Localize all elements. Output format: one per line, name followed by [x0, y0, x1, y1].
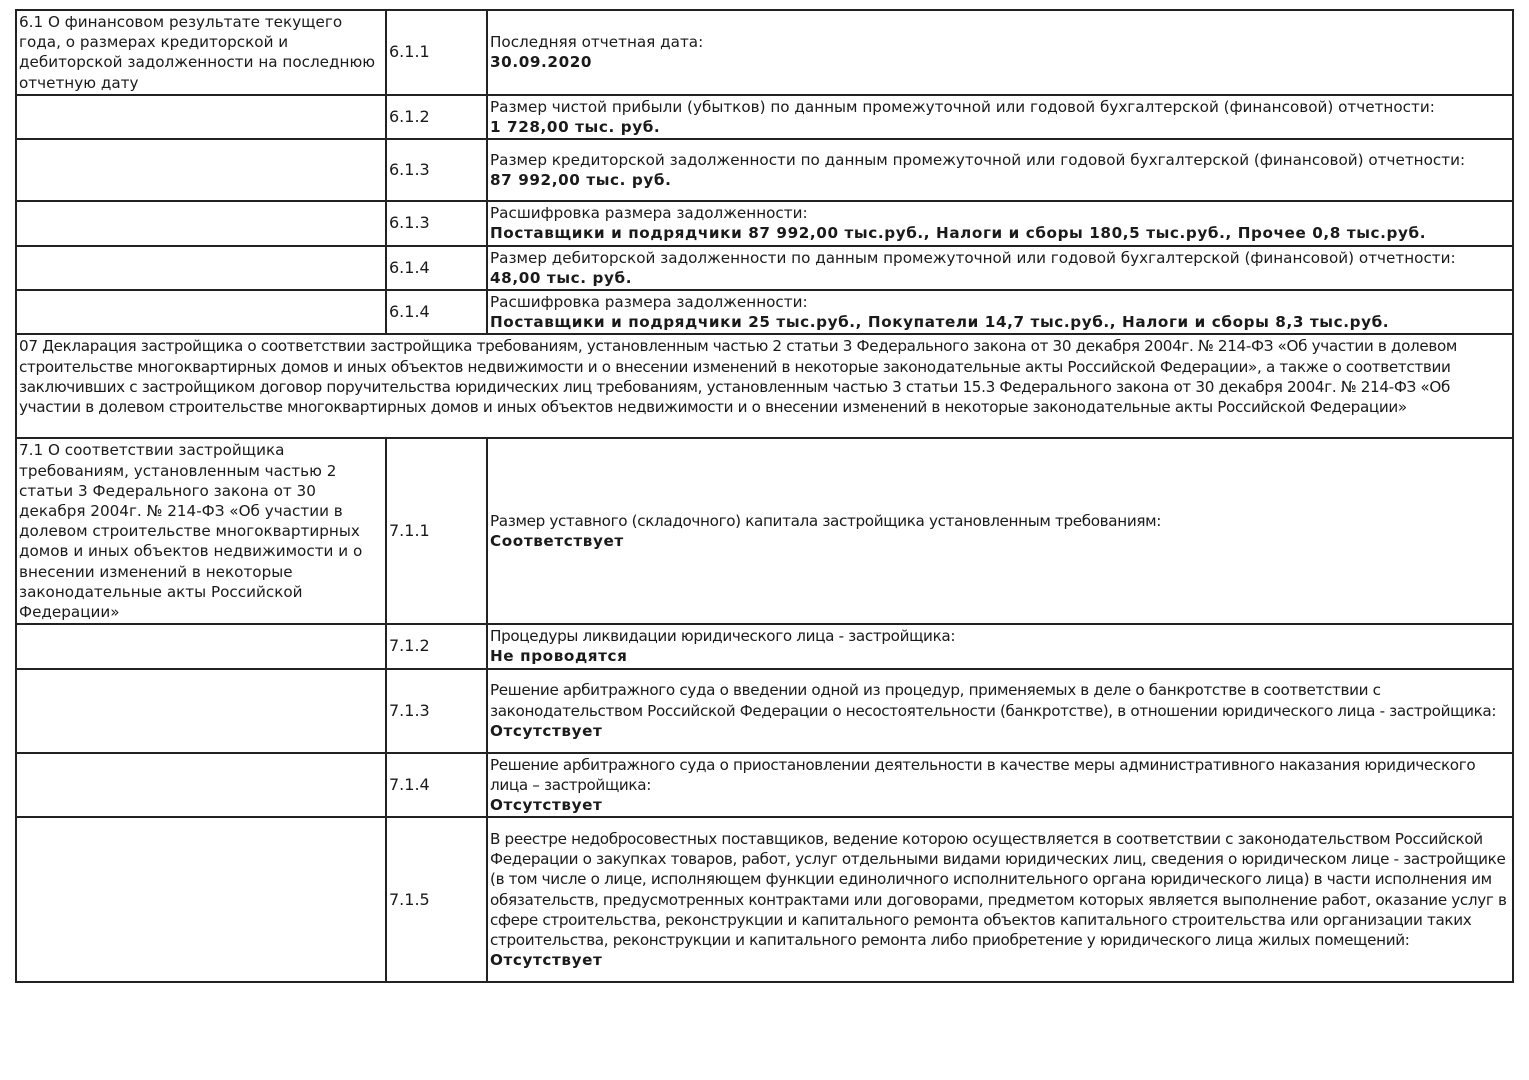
item-label: Процедуры ликвидации юридического лица - застройщика:	[490, 627, 956, 646]
item-label: Последняя отчетная дата:	[490, 33, 704, 52]
item-value: 30.09.2020	[490, 53, 593, 72]
item-code: 6.1.4	[386, 246, 487, 290]
table-row	[16, 438, 1513, 624]
declaration-heading: 07 Декларация застройщика о соответствии застройщика требованиям, установленным частью 2 статьи 3 Федерального закона от 30 декабря 2004г. № 214-ФЗ «Об участии в долевом строительстве многоквартирных домов и иных объектов недвижимости и о внесении изменений в некоторые законодательные акты Российской Федерации», а также о соответствии заключивших с застройщиком договор поручительства юридических лиц требованиям, установленным частью 3 статьи 15.3 Федерального закона от 30 декабря 2004г. № 214-ФЗ «Об участии в долевом строительстве многоквартирных домов и иных объектов недвижимости и о внесении изменений в некоторые законодательные акты Российской Федерации»	[16, 334, 1513, 438]
table-row	[16, 817, 1513, 982]
item-content	[487, 95, 1513, 139]
item-value: 1 728,00 тыс. руб.	[490, 118, 661, 137]
item-label: Размер чистой прибыли (убытков) по данным промежуточной или годовой бухгалтерской (финансовой) отчетности:	[490, 97, 1435, 116]
table-row	[16, 624, 1513, 668]
item-code: 6.1.3	[386, 139, 487, 201]
table-row	[16, 201, 1513, 245]
item-label: Размер кредиторской задолженности по данным промежуточной или годовой бухгалтерской (финансовой) отчетности:	[490, 151, 1466, 170]
section-title: 7.1 О соответствии застройщика требованиям, установленным частью 2 статьи 3 Федерального закона от 30 декабря 2004г. № 214-ФЗ «Об участии в долевом строительстве многоквартирных домов и иных объектов недвижимости и о внесении изменений в некоторые законодательные акты Российской Федерации»	[19, 441, 363, 622]
item-content	[487, 10, 1513, 95]
item-content	[487, 201, 1513, 245]
item-value: Отсутствует	[490, 796, 603, 815]
table-row	[16, 290, 1513, 334]
item-code: 7.1.3	[386, 669, 487, 753]
item-content	[487, 817, 1513, 982]
table-row	[16, 669, 1513, 753]
empty-section-cell	[16, 246, 386, 290]
empty-section-cell	[16, 95, 386, 139]
item-content	[487, 139, 1513, 201]
item-label: Размер дебиторской задолженности по данным промежуточной или годовой бухгалтерской (финансовой) отчетности:	[490, 248, 1456, 267]
item-value: 48,00 тыс. руб.	[490, 268, 633, 287]
table-row	[16, 95, 1513, 139]
item-value: 87 992,00 тыс. руб.	[490, 171, 672, 190]
declaration-table	[15, 9, 1514, 983]
item-content	[487, 438, 1513, 624]
section-title-cell	[16, 438, 386, 624]
empty-section-cell	[16, 201, 386, 245]
section-title: 6.1 О финансовом результате текущего года, о размерах кредиторской и дебиторской задолженности на последнюю отчетную дату	[19, 13, 376, 92]
table-row	[16, 10, 1513, 95]
item-label: Решение арбитражного суда о введении одной из процедур, применяемых в деле о банкротстве в соответствии с законодательством Российской Федерации о несостоятельности (банкротстве), в отношении юридического лица - застройщика:	[490, 681, 1497, 720]
table-row	[16, 246, 1513, 290]
item-code: 7.1.5	[386, 817, 487, 982]
item-code: 6.1.3	[386, 201, 487, 245]
table-row	[16, 753, 1513, 818]
item-code: 6.1.2	[386, 95, 487, 139]
item-code: 7.1.2	[386, 624, 487, 668]
item-label: Решение арбитражного суда о приостановлении деятельности в качестве меры административного наказания юридического лица – застройщика:	[490, 755, 1476, 794]
table-row	[16, 334, 1513, 438]
item-code: 6.1.4	[386, 290, 487, 334]
item-code: 7.1.1	[386, 438, 487, 624]
empty-section-cell	[16, 753, 386, 818]
item-content	[487, 246, 1513, 290]
section-title-cell	[16, 10, 386, 95]
item-value: Соответствует	[490, 532, 624, 551]
item-label: Размер уставного (складочного) капитала застройщика установленным требованиям:	[490, 512, 1161, 531]
item-value: Не проводятся	[490, 647, 628, 666]
item-label: В реестре недобросовестных поставщиков, ведение которою осуществляется в соответствии с законодательством Российской Федерации о закупках товаров, работ, услуг отдельными видами юридических лиц, сведения о юридическом лице - застройщике (в том числе о лице, исполняющем функции единоличного исполнительного органа юридического лица) в части исполнения им обязательств, предусмотренных контрактами или договорами, предметом которых является выполнение работ, оказание услуг в сфере строительства, реконструкции и капитального ремонта объектов капитального строительства или организации таких строительства, реконструкции и капитального ремонта либо приобретение у юридического лица жилых помещений:	[490, 830, 1507, 950]
item-label: Расшифровка размера задолженности:	[490, 204, 808, 223]
empty-section-cell	[16, 669, 386, 753]
item-code: 7.1.4	[386, 753, 487, 818]
empty-section-cell	[16, 290, 386, 334]
item-value: Поставщики и подрядчики 87 992,00 тыс.руб., Налоги и сборы 180,5 тыс.руб., Прочее 0,8 тыс.руб.	[490, 224, 1427, 243]
item-value: Отсутствует	[490, 951, 603, 970]
item-value: Отсутствует	[490, 721, 603, 740]
item-content	[487, 624, 1513, 668]
item-value: Поставщики и подрядчики 25 тыс.руб., Покупатели 14,7 тыс.руб., Налоги и сборы 8,3 тыс.руб.	[490, 313, 1390, 332]
item-label: Расшифровка размера задолженности:	[490, 293, 808, 312]
table-row	[16, 139, 1513, 201]
empty-section-cell	[16, 624, 386, 668]
item-content	[487, 290, 1513, 334]
item-content	[487, 669, 1513, 753]
item-code: 6.1.1	[386, 10, 487, 95]
empty-section-cell	[16, 139, 386, 201]
empty-section-cell	[16, 817, 386, 982]
item-content	[487, 753, 1513, 818]
